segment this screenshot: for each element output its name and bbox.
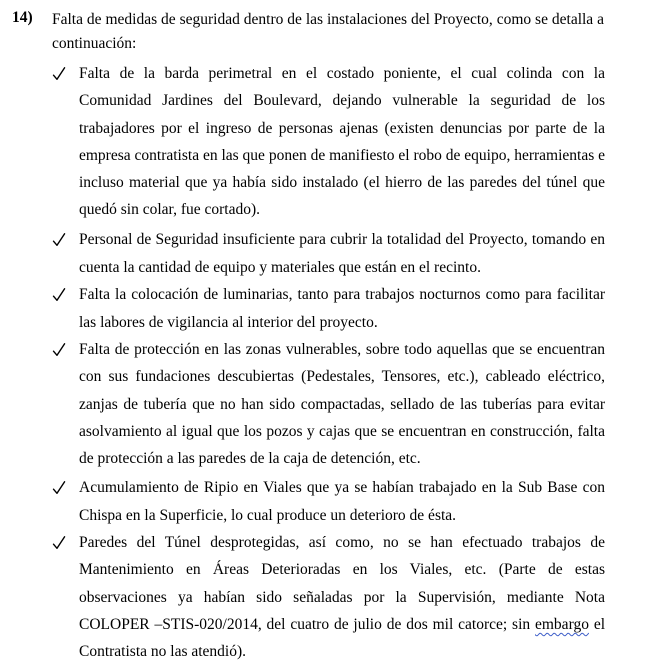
bullet-text: Falta la colocación de luminarias, tanto para trabajos nocturnos como para facilitar las labores de vigilancia al interior del proyecto. — [79, 286, 605, 331]
check-icon — [52, 342, 66, 358]
item-intro: Falta de medidas de seguridad dentro de las instalaciones del Proyecto, como se detalla a continuación: — [52, 11, 604, 52]
bullet-text: Falta de protección en las zonas vulnerables, sobre todo aquellas que se encuentran con sus fundaciones descubiertas (Pedestales, Tensores, etc.), cableado eléctrico, zanjas de tubería que no han sido compactadas, sellado de las tuberías para evitar asolvamiento al igual que los pozos y cajas que se encuentran en construcción, falta de protección a las paredes de la caja de detención, etc. — [79, 341, 605, 468]
bullet-text-part: el Contratista no las atendió). — [79, 615, 606, 661]
bullet-text: Personal de Seguridad insuficiente para cubrir la totalidad del Proyecto, tomando en cuenta la cantidad de equipo y materiales que están en el recinto. — [79, 231, 605, 276]
check-icon — [52, 232, 66, 248]
bullet-text: Acumulamiento de Ripio en Viales que ya se habían trabajado en la Sub Base con Chispa en la Superficie, lo cual produce un deterioro de ésta. — [79, 479, 605, 524]
bullet-text — [79, 529, 605, 665]
spellcheck-marked-word: embargo — [535, 615, 589, 633]
check-icon — [52, 535, 66, 551]
item-number: 14) — [12, 9, 33, 26]
check-icon — [52, 287, 66, 303]
bullet-text-part: Paredes del Túnel desprotegidas, así como, no se han efectuado trabajos de Mantenimiento en Áreas Deterioradas en los Viales, etc. (Parte de estas observaciones ya habían sido señaladas por la Supervisión, mediante Nota COLOPER –STIS-020/2014, del cuatro de julio de dos mil catorce; sin — [79, 534, 605, 633]
check-icon — [52, 66, 66, 82]
check-icon — [52, 480, 66, 496]
bullet-text: Falta de la barda perimetral en el costado poniente, el cual colinda con la Comunidad Jardines del Boulevard, dejando vulnerable la seguridad de los trabajadores por el ingreso de personas ajenas (existen denuncias por parte de la empresa contratista en las que ponen de manifiesto el robo de equipo, herramientas e incluso material que ya había sido instalado (el hierro de las paredes del túnel que quedó sin colar, fue cortado). — [79, 65, 605, 219]
